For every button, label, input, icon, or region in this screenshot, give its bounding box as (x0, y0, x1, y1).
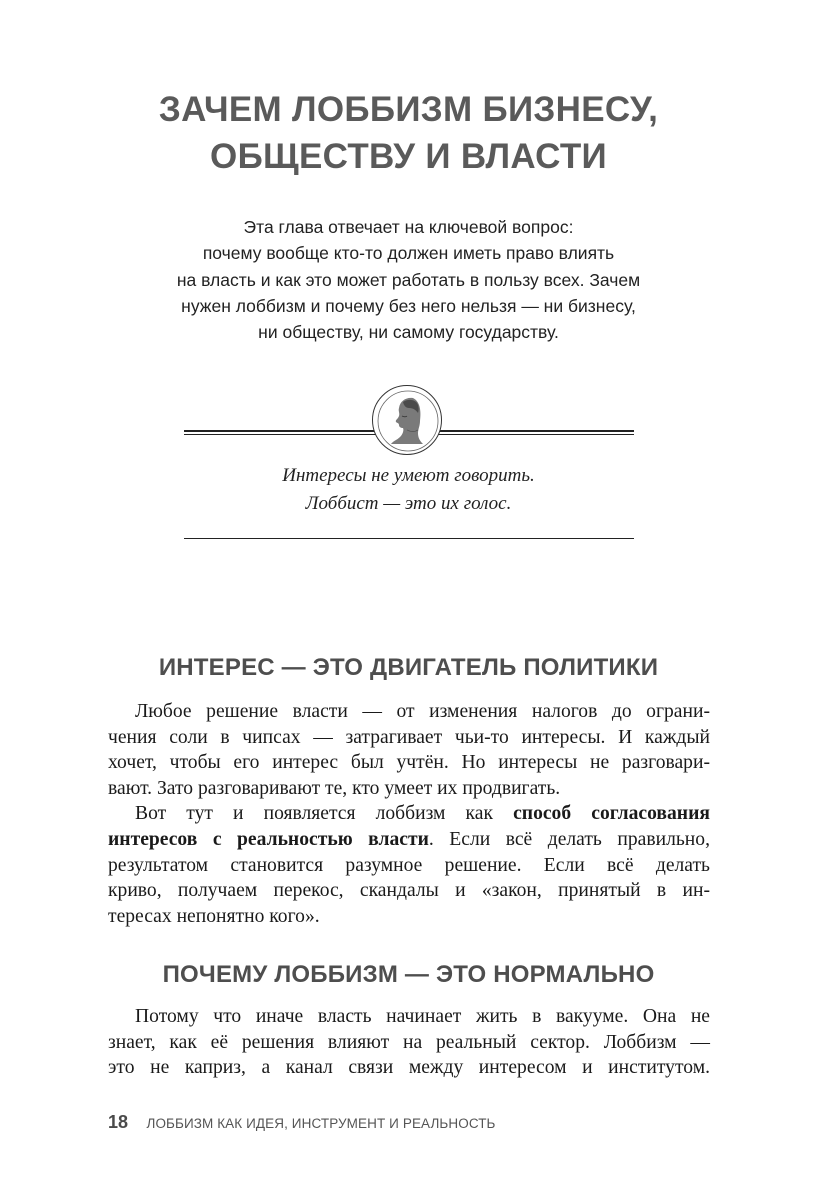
body-line: хочет, чтобы его интерес был учтён. Но интересы не разговари- (108, 752, 710, 774)
intro-line: нужен лоббизм и почему без него нельзя — ни бизнесу, (181, 295, 636, 316)
intro-line: ни обществу, ни самому государству. (258, 322, 559, 343)
intro-line: почему вообще кто-то должен иметь право влиять (202, 243, 615, 264)
section-body (108, 1004, 710, 1081)
body-text: Вот тут и появляется лоббизм как (135, 803, 514, 825)
section-heading: ПОЧЕМУ ЛОББИЗМ — ЭТО НОРМАЛЬНО (162, 961, 655, 988)
chapter-intro (0, 214, 817, 345)
body-line: это не каприз, а канал связи между интересом и институтом. (108, 1057, 710, 1079)
body-line: чения соли в чипсах — затрагивает чьи-то интересы. И каждый (108, 726, 710, 748)
epigraph-line: Интересы не умеют говорить. (282, 465, 535, 486)
body-line: криво, получаем перекос, скандалы и «закон, принятый в ин- (108, 880, 710, 902)
epigraph (0, 462, 817, 518)
emphasis-text: интересов с реальностью власти (108, 828, 429, 850)
epigraph-line: Лоббист — это их голос. (305, 493, 512, 514)
chapter-title (0, 86, 817, 180)
body-text: . Если всё делать правильно, (428, 828, 710, 850)
body-line: вают. Зато разговаривают те, кто умеет их продвигать. (108, 777, 561, 799)
running-title: ЛОББИЗМ КАК ИДЕЯ, ИНСТРУМЕНТ И РЕАЛЬНОСТЬ (146, 1116, 496, 1131)
chapter-title-line-1: ЗАЧЕМ ЛОББИЗМ БИЗНЕСУ, (158, 90, 659, 129)
emphasis-text: способ согласования (513, 803, 710, 825)
body-line: Потому что иначе власть начинает жить в вакууме. Она не (135, 1006, 710, 1027)
intro-line: на власть и как это может работать в пользу всех. Зачем (176, 269, 641, 290)
classical-bust-portrait-icon (372, 385, 442, 455)
body-line (108, 801, 710, 827)
section-body (108, 699, 710, 929)
body-line: тересах непонятно кого». (108, 905, 320, 927)
body-line: результатом становится разумное решение. Если всё делать (108, 854, 710, 876)
page-footer (108, 1112, 496, 1133)
intro-line: Эта глава отвечает на ключевой вопрос: (243, 217, 574, 237)
body-line: знает, как её решения влияют на реальный сектор. Лоббизм — (108, 1031, 710, 1053)
body-line: Любое решение власти — от изменения налогов до ограни- (135, 701, 710, 722)
section-heading: ИНТЕРЕС — ЭТО ДВИГАТЕЛЬ ПОЛИТИКИ (158, 654, 659, 681)
page-number: 18 (108, 1112, 129, 1132)
chapter-title-line-2: ОБЩЕСТВУ И ВЛАСТИ (210, 137, 607, 176)
epigraph-bottom-rule (184, 538, 634, 539)
body-line (108, 827, 710, 853)
